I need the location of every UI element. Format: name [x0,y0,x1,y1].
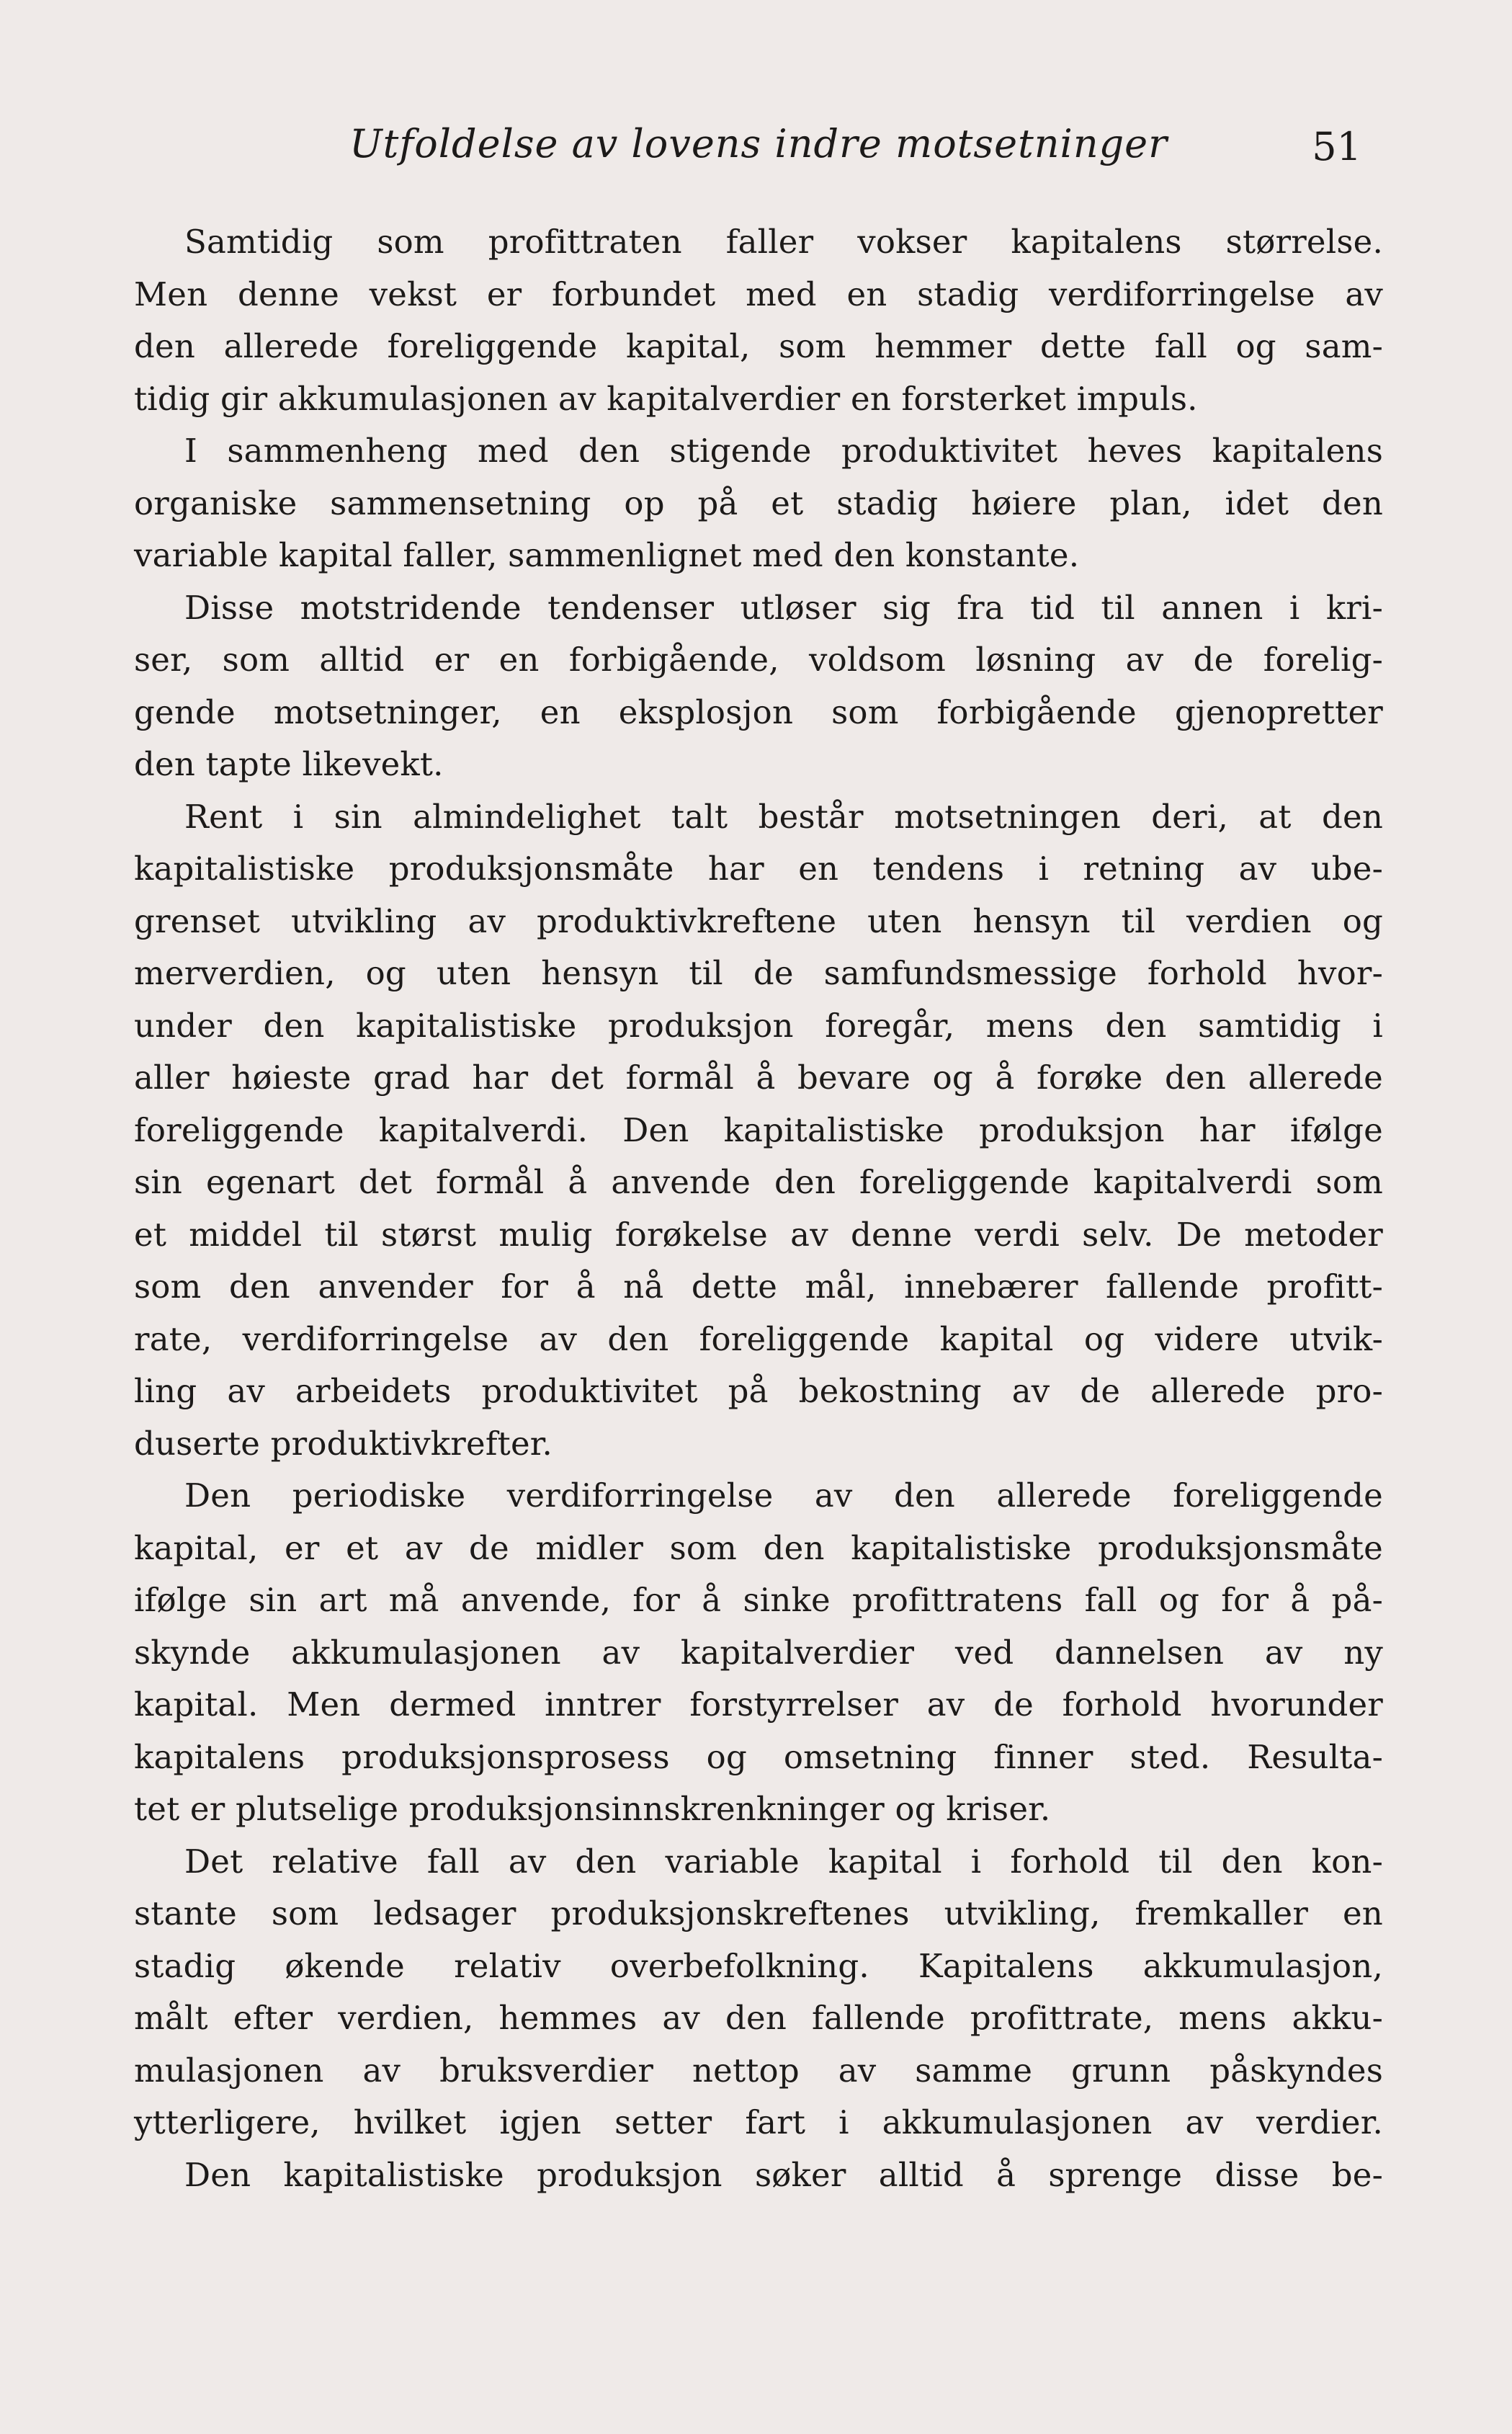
text-line: kapitalens produksjonsprosess og omsetning finner sted. Resulta- [134,1737,1383,1776]
text-line: Den kapitalistiske produksjon søker alltid å sprenge disse be- [184,2155,1383,2194]
text-line: I sammenheng med den stigende produktivitet heves kapitalens [184,432,1383,470]
text-line: duserte produktivkrefter. [134,1424,553,1463]
text-line: kapitalistiske produksjonsmåte har en tendens i retning av ube- [134,850,1383,888]
text-line: mulasjonen av bruksverdier nettop av samme grunn påskyndes [134,2051,1383,2090]
text-line: variable kapital faller, sammenlignet med den konstante. [134,536,1080,574]
text-line: Disse motstridende tendenser utløser sig fra tid til annen i kri- [184,588,1383,627]
text-line: ser, som alltid er en forbigående, voldsom løsning av de forelig- [134,641,1383,679]
text-line: ytterligere, hvilket igjen setter fart i akkumulasjonen av verdier. [134,2103,1383,2141]
text-line: organiske sammensetning op på et stadig høiere plan, idet den [134,483,1383,522]
text-line: grenset utvikling av produktivkreftene uten hensyn til verdien og [134,901,1383,940]
text-line: Men denne vekst er forbundet med en stadig verdiforringelse av [134,275,1383,313]
text-line: tidig gir akkumulasjonen av kapitalverdier en forsterket impuls. [134,379,1198,418]
text-line: foreliggende kapitalverdi. Den kapitalistiske produksjon har ifølge [134,1110,1383,1149]
page-number: 51 [1312,124,1361,169]
text-line: den tapte likevekt. [134,745,444,783]
text-line: Den periodiske verdiforringelse av den allerede foreliggende [184,1476,1383,1515]
text-line: som den anvender for å nå dette mål, innebærer fallende profitt- [134,1267,1383,1306]
text-line: Det relative fall av den variable kapital i forhold til den kon- [184,1842,1383,1881]
text-line: kapital. Men dermed inntrer forstyrrelser av de forhold hvorunder [134,1685,1383,1724]
text-line: skynde akkumulasjonen av kapitalverdier ved dannelsen av ny [134,1633,1383,1672]
text-line: under den kapitalistiske produksjon foregår, mens den samtidig i [134,1006,1383,1045]
text-line: aller høieste grad har det formål å bevare og å forøke den allerede [134,1058,1383,1097]
text-line: ling av arbeidets produktivitet på bekostning av de allerede pro- [134,1372,1383,1410]
running-title: Utfoldelse av lovens indre motsetninger [349,121,1168,166]
text-line: målt efter verdien, hemmes av den fallende profittrate, mens akku- [134,1999,1383,2037]
text-line: Samtidig som profittraten faller vokser kapitalens størrelse. [184,223,1383,261]
text-line: kapital, er et av de midler som den kapitalistiske produksjonsmåte [134,1528,1383,1567]
text-line: ifølge sin art må anvende, for å sinke profittratens fall og for å på- [134,1581,1383,1619]
text-line: sin egenart det formål å anvende den foreliggende kapitalverdi som [134,1163,1383,1201]
text-line: gende motsetninger, en eksplosjon som forbigående gjenopretter [134,692,1383,731]
text-line: et middel til størst mulig forøkelse av denne verdi selv. De metoder [134,1215,1383,1254]
text-line: stadig økende relativ overbefolkning. Kapitalens akkumulasjon, [134,1946,1383,1985]
text-line: Rent i sin almindelighet talt består motsetningen deri, at den [184,797,1383,836]
text-line: stante som ledsager produksjonskreftenes utvikling, fremkaller en [134,1894,1383,1933]
text-line: rate, verdiforringelse av den foreliggende kapital og videre utvik- [134,1319,1383,1358]
running-head [134,121,1383,186]
text-line: tet er plutselige produksjonsinnskrenkninger og kriser. [134,1790,1051,1828]
body-text [134,216,1383,2201]
text-line: merverdien, og uten hensyn til de samfundsmessige forhold hvor- [134,954,1383,992]
text-line: den allerede foreliggende kapital, som hemmer dette fall og sam- [134,327,1383,365]
